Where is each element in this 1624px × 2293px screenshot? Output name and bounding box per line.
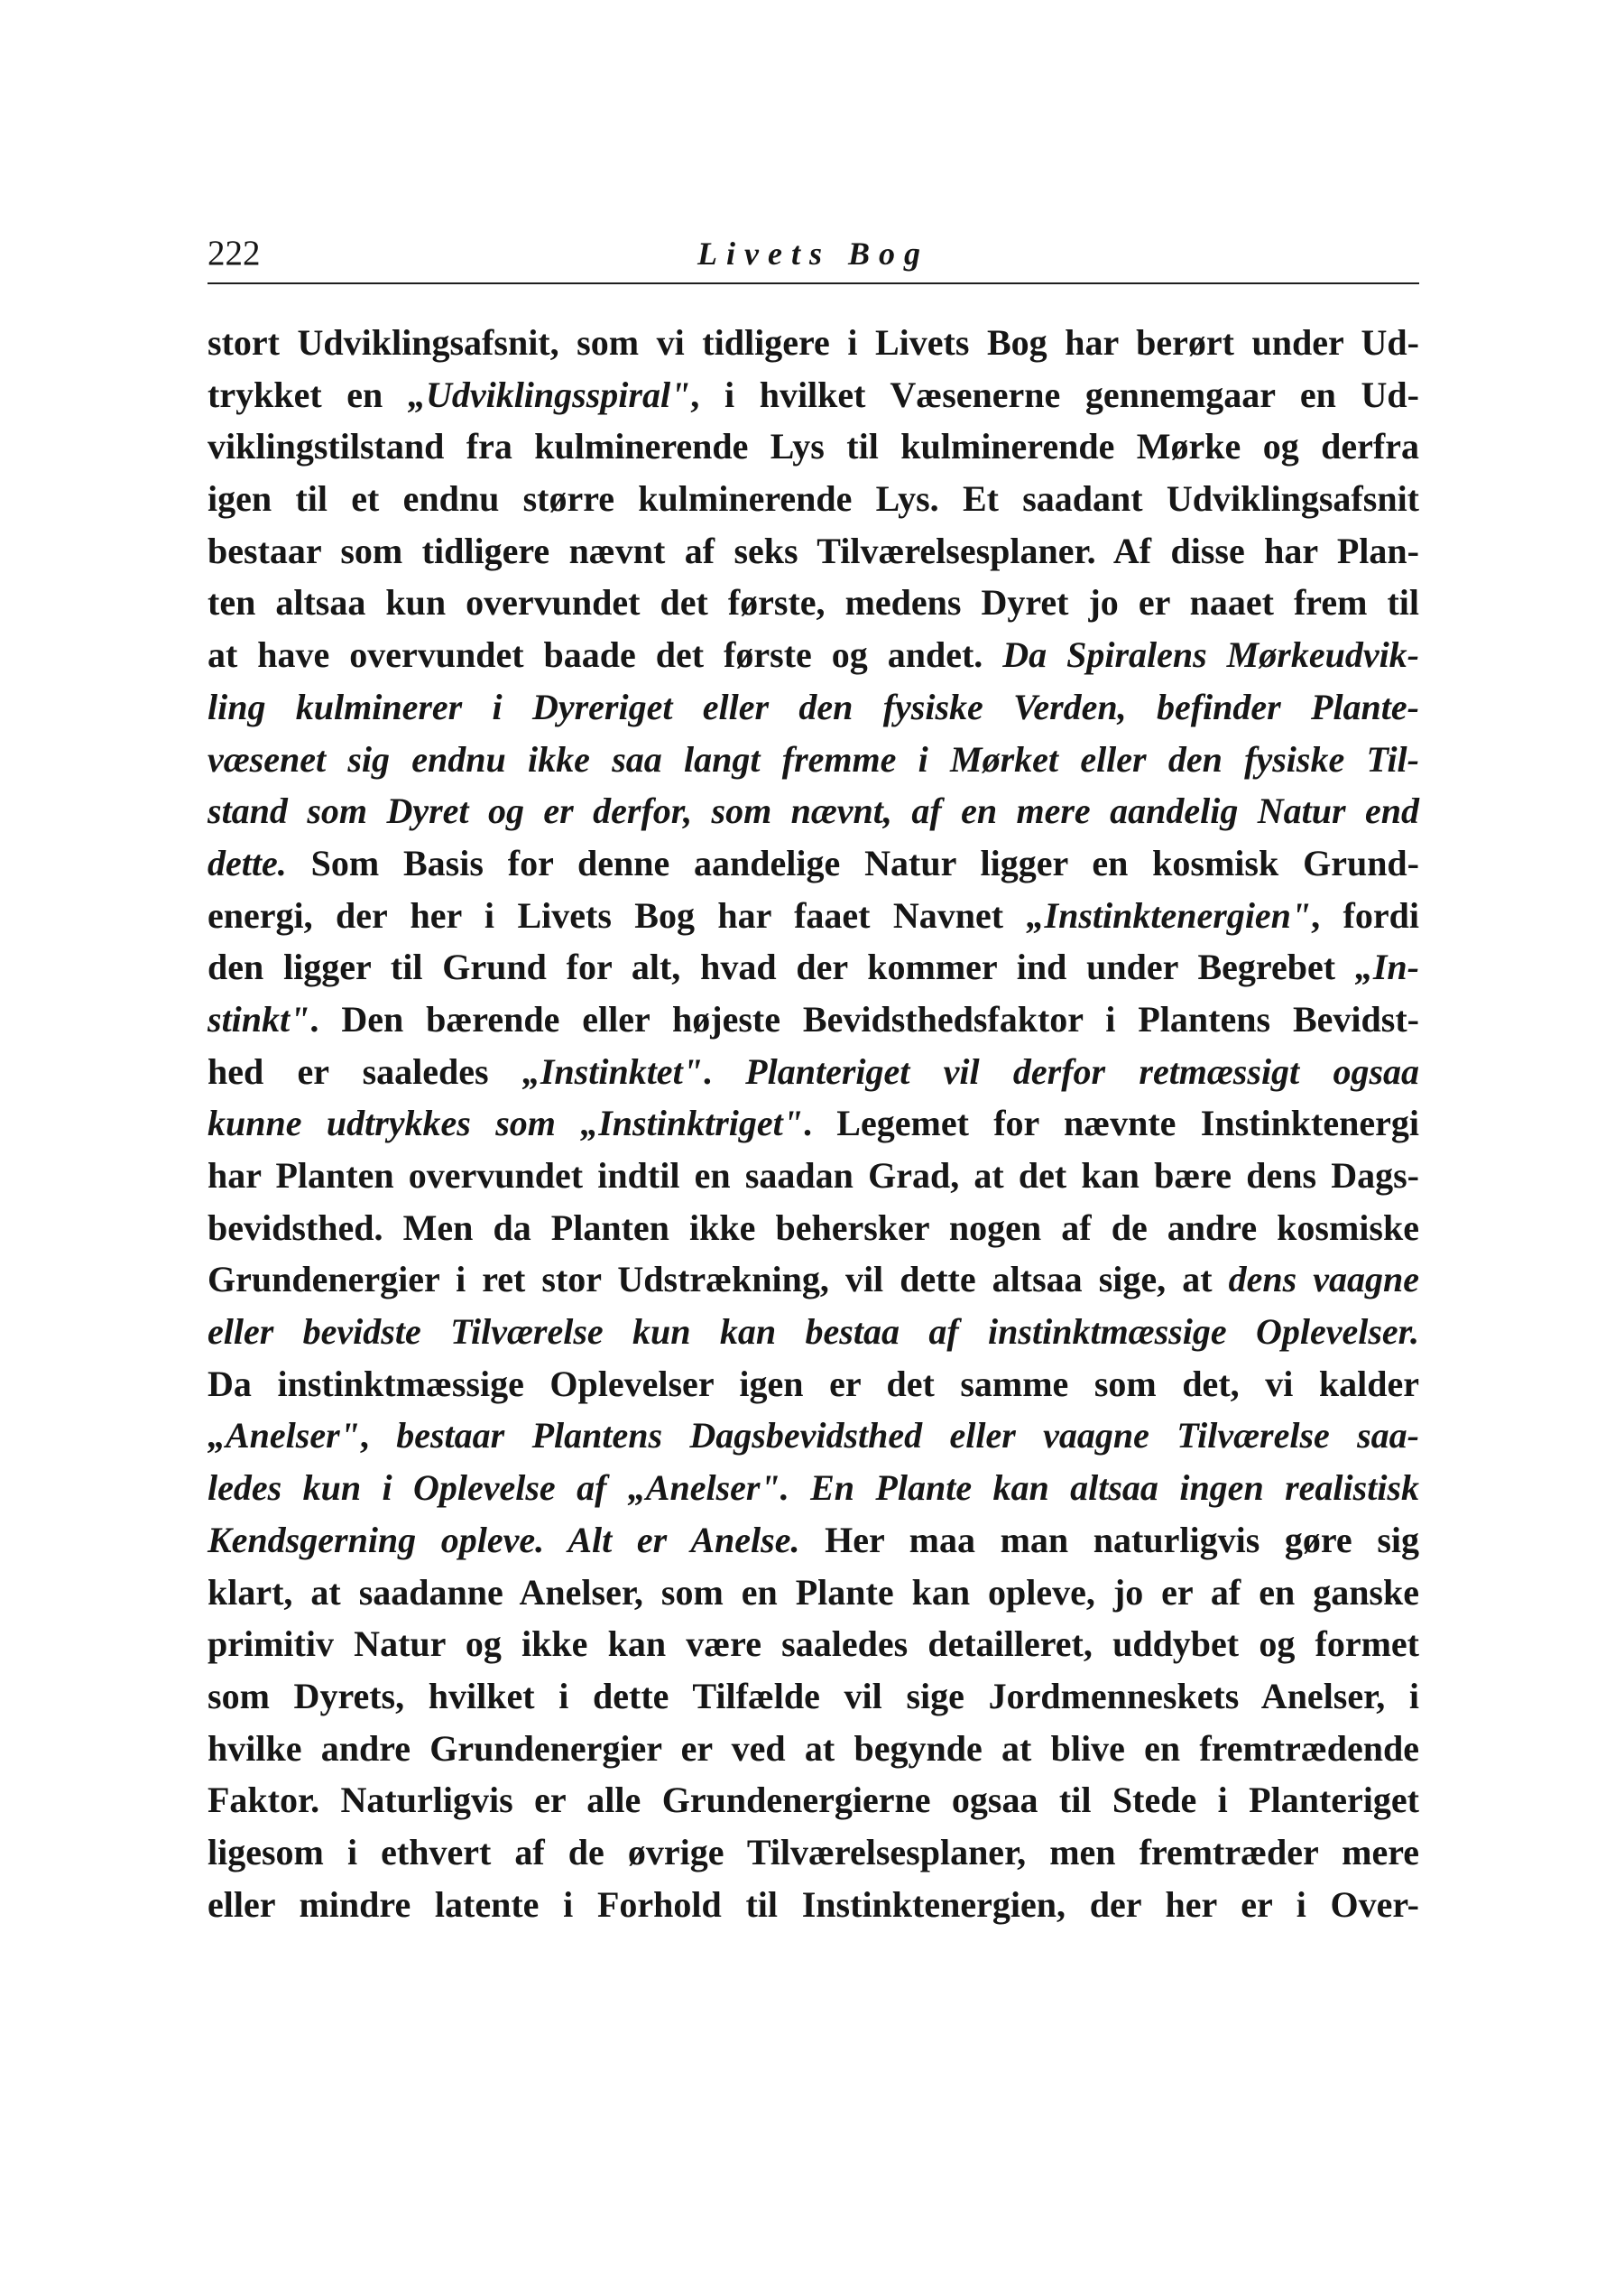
text-line bbox=[208, 1150, 1419, 1202]
text-segment: at have overvundet baade det første og andet. bbox=[208, 634, 1003, 676]
italic-segment: bestaar Plantens Dagsbevidsthed eller vaagne Tilværelse saa- bbox=[396, 1415, 1419, 1456]
italic-segment: stinkt" bbox=[208, 998, 310, 1040]
text-line bbox=[208, 317, 1419, 369]
italic-segment: kunne udtrykkes som „Instinktriget" bbox=[208, 1103, 803, 1144]
italic-segment: Kendsgerning opleve. Alt er Anelse. bbox=[208, 1519, 800, 1560]
text-segment: stort Udviklingsafsnit, som vi tidligere i Livets Bog har berørt under Ud- bbox=[208, 322, 1419, 363]
italic-segment: stand som Dyret og er derfor, som nævnt, af en mere aandelig Natur end bbox=[208, 791, 1419, 832]
text-line bbox=[208, 369, 1419, 421]
text-line bbox=[208, 1618, 1419, 1670]
text-segment: Grundenergier i ret stor Udstrækning, vil dette altsaa sige, at bbox=[208, 1259, 1229, 1300]
text-line bbox=[208, 1253, 1419, 1306]
italic-segment: ling kulminerer i Dyreriget eller den fysiske Verden, befinder Plante- bbox=[208, 686, 1419, 727]
text-segment: ten altsaa kun overvundet det første, medens Dyret jo er naaet frem til bbox=[208, 582, 1419, 624]
text-segment: den ligger til Grund for alt, hvad der kommer ind under Begrebet bbox=[208, 947, 1355, 988]
page-number: 222 bbox=[208, 234, 261, 273]
text-line bbox=[208, 1826, 1419, 1879]
text-segment: Faktor. Naturligvis er alle Grundenergierne ogsaa til Stede i Planteriget bbox=[208, 1780, 1419, 1821]
text-line bbox=[208, 681, 1419, 734]
text-segment: hed er saaledes bbox=[208, 1050, 522, 1092]
text-segment: Som Basis for denne aandelige Natur ligger en kosmisk Grund- bbox=[286, 842, 1419, 883]
running-title: Livets Bog bbox=[697, 236, 929, 272]
text-segment: trykket en bbox=[208, 374, 408, 415]
text-line bbox=[208, 1670, 1419, 1723]
text-segment: eller mindre latente i Forhold til Instinktenergien, der her er i Over- bbox=[208, 1883, 1419, 1925]
text-segment: igen til et endnu større kulminerende Lys. Et saadant Udviklingsafsnit bbox=[208, 478, 1419, 520]
text-line bbox=[208, 941, 1419, 994]
text-segment: Da instinktmæssige Oplevelser igen er det samme som det, vi kalder bbox=[208, 1363, 1419, 1404]
text-segment: bevidsthed. Men da Planten ikke behersker nogen af de andre kosmiske bbox=[208, 1207, 1419, 1248]
italic-segment: „Udviklingsspiral" bbox=[407, 374, 691, 415]
text-segment: bestaar som tidligere nævnt af seks Tilværelsesplaner. Af disse har Plan- bbox=[208, 530, 1419, 571]
text-line bbox=[208, 525, 1419, 578]
italic-segment: Planteriget vil derfor retmæssigt ogsaa bbox=[745, 1050, 1420, 1092]
text-segment: , fordi bbox=[1311, 894, 1419, 936]
text-line bbox=[208, 1879, 1419, 1931]
text-segment: klart, at saadanne Anelser, som en Plante kan opleve, jo er af en ganske bbox=[208, 1571, 1419, 1613]
text-line bbox=[208, 1097, 1419, 1150]
italic-segment: dens vaagne bbox=[1228, 1259, 1419, 1300]
text-segment: ligesom i ethvert af de øvrige Tilværelsesplaner, men fremtræder mere bbox=[208, 1831, 1419, 1872]
text-segment: primitiv Natur og ikke kan være saaledes detailleret, uddybet og formet bbox=[208, 1623, 1419, 1665]
text-line bbox=[208, 1046, 1419, 1098]
text-segment: . Den bærende eller højeste Bevidsthedsfaktor i Plantens Bevidst- bbox=[309, 998, 1419, 1040]
text-line bbox=[208, 1202, 1419, 1254]
text-line bbox=[208, 1514, 1419, 1567]
text-segment: , bbox=[359, 1415, 397, 1456]
italic-segment: ledes kun i Oplevelse af „Anelser". En Plante kan altsaa ingen realistisk bbox=[208, 1467, 1419, 1509]
text-line bbox=[208, 994, 1419, 1046]
text-line bbox=[208, 421, 1419, 473]
text-line bbox=[208, 577, 1419, 629]
text-line bbox=[208, 734, 1419, 786]
italic-segment: „Instinktet" bbox=[521, 1050, 703, 1092]
italic-segment: eller bevidste Tilværelse kun kan bestaa af instinktmæssige Oplevelser. bbox=[208, 1311, 1419, 1353]
italic-segment: „Anelser" bbox=[208, 1415, 360, 1456]
text-segment: . bbox=[702, 1050, 746, 1092]
text-segment: , i hvilket Væsenerne gennemgaar en Ud- bbox=[690, 374, 1419, 415]
italic-segment: Da Spiralens Mørkeudvik- bbox=[1002, 634, 1419, 676]
text-segment: energi, der her i Livets Bog har faaet Navnet bbox=[208, 894, 1027, 936]
text-line bbox=[208, 837, 1419, 890]
text-line bbox=[208, 1410, 1419, 1462]
italic-segment: dette. bbox=[208, 842, 287, 883]
text-line bbox=[208, 473, 1419, 525]
page-header bbox=[208, 228, 1419, 284]
italic-segment: væsenet sig endnu ikke saa langt fremme i Mørket eller den fysiske Til- bbox=[208, 738, 1419, 780]
text-line bbox=[208, 1306, 1419, 1358]
text-line bbox=[208, 629, 1419, 681]
text-segment: . Legemet for nævnte Instinktenergi bbox=[802, 1103, 1419, 1144]
text-line bbox=[208, 890, 1419, 942]
text-line bbox=[208, 785, 1419, 837]
text-segment: har Planten overvundet indtil en saadan Grad, at det kan bære dens Dags- bbox=[208, 1155, 1419, 1196]
italic-segment: „In- bbox=[1354, 947, 1419, 988]
text-segment: Her maa man naturligvis gøre sig bbox=[799, 1519, 1419, 1560]
text-line bbox=[208, 1774, 1419, 1826]
text-segment: viklingstilstand fra kulminerende Lys til kulminerende Mørke og derfra bbox=[208, 426, 1419, 467]
text-line bbox=[208, 1462, 1419, 1514]
text-segment: hvilke andre Grundenergier er ved at begynde at blive en fremtrædende bbox=[208, 1727, 1419, 1769]
text-line bbox=[208, 1567, 1419, 1619]
text-line bbox=[208, 1723, 1419, 1775]
text-line bbox=[208, 1358, 1419, 1410]
body-text bbox=[208, 317, 1419, 1930]
text-segment: som Dyrets, hvilket i dette Tilfælde vil sige Jordmenneskets Anelser, i bbox=[208, 1675, 1419, 1716]
italic-segment: „Instinktenergien" bbox=[1026, 894, 1312, 936]
